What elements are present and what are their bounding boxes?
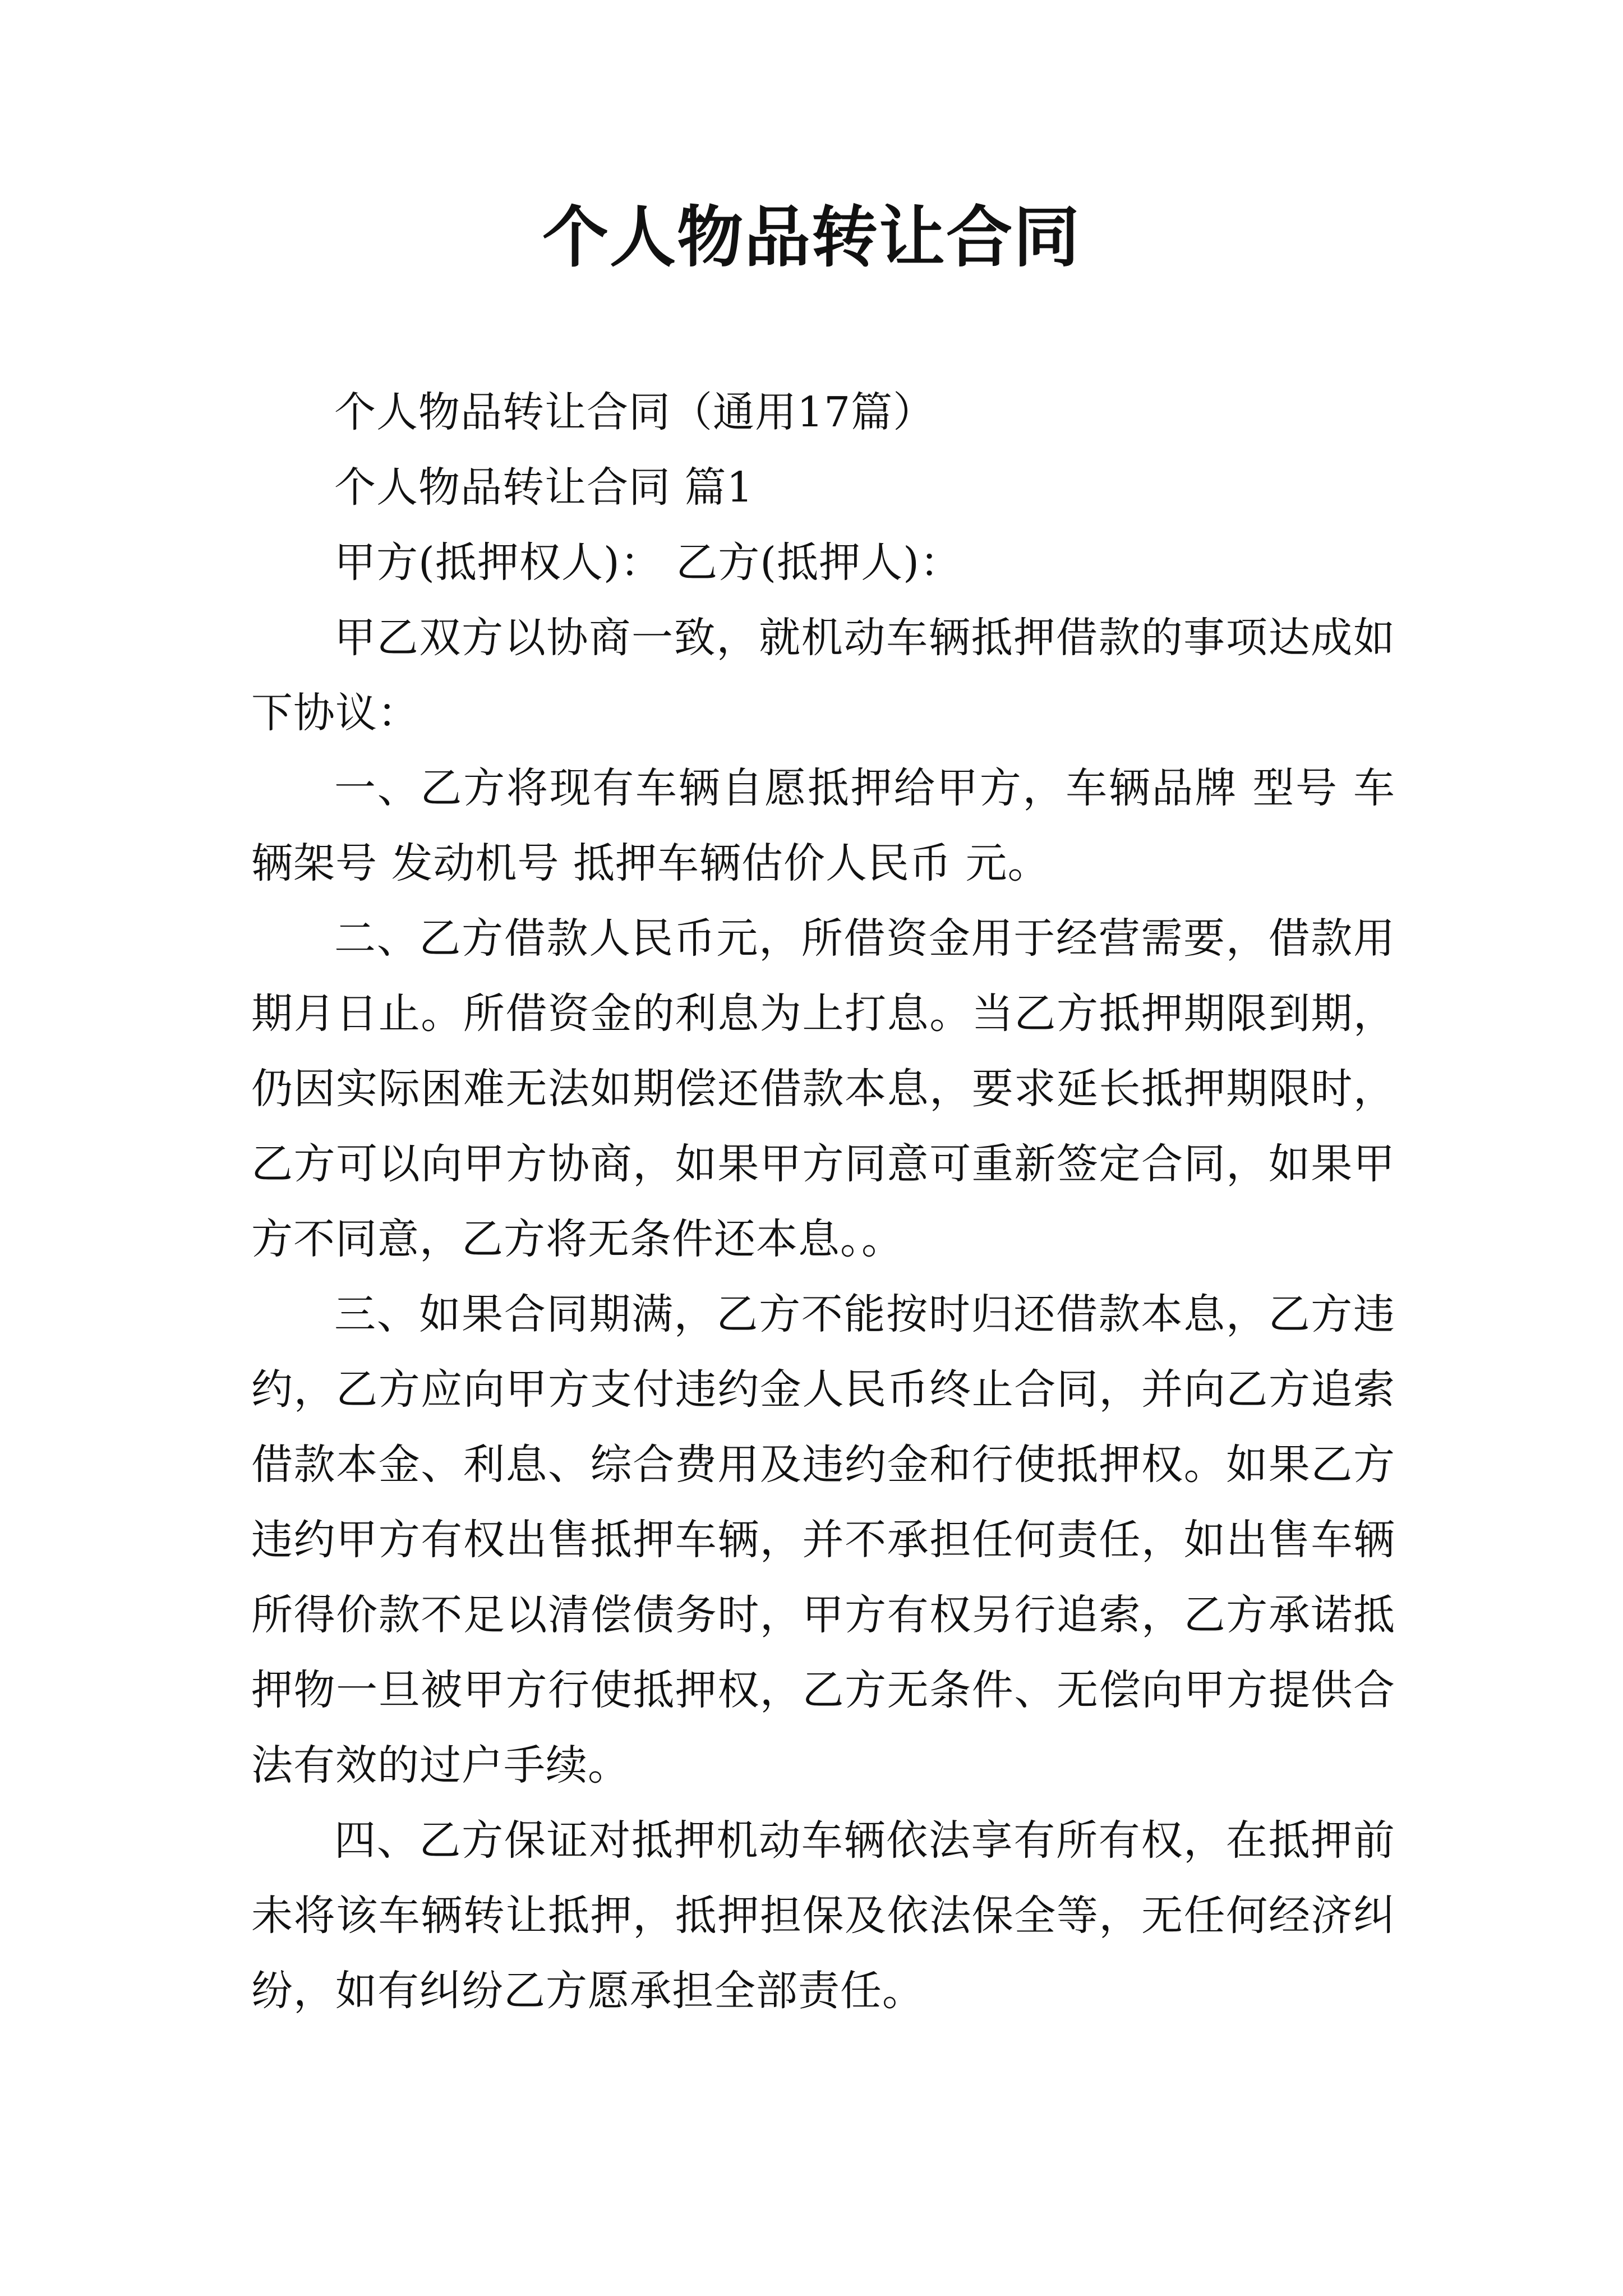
- intro-paragraph: 甲乙双方以协商一致，就机动车辆抵押借款的事项达成如下协议：: [251, 614, 1395, 737]
- clause-3: 三、如果合同期满，乙方不能按时归还借款本息，乙方违约，乙方应向甲方支付违约金人民币终止合同，并向乙方追索借款本金、利息、综合费用及违约金和行使抵押权。如果乙方违约甲方有权出售抵押车辆，并不承担任何责任，如出售车辆所得价款不足以清偿债务时，甲方有权另行追索，乙方承诺抵押物一旦被甲方行使抵押权，乙方无条件、无偿向甲方提供合法有效的过户手续。: [251, 1290, 1395, 1789]
- subtitle-line: 个人物品转让合同（通用17篇）: [334, 388, 935, 436]
- clause-1: 一、乙方将现有车辆自愿抵押给甲方，车辆品牌 型号 车辆架号 发动机号 抵押车辆估价人民币 元。: [251, 764, 1395, 887]
- document-title: 个人物品转让合同: [542, 198, 1081, 276]
- section-heading: 个人物品转让合同 篇1: [334, 463, 754, 512]
- document-body: [251, 375, 1395, 2028]
- parties-line: 甲方(抵押权人)： 乙方(抵押人)：: [334, 539, 962, 587]
- clause-2: 二、乙方借款人民币元，所借资金用于经营需要，借款用期月日止。所借资金的利息为上打息。当乙方抵押期限到期，仍因实际困难无法如期偿还借款本息，要求延长抵押期限时，乙方可以向甲方协商，如果甲方同意可重新签定合同，如果甲方不同意，乙方将无条件还本息。。: [251, 914, 1395, 1263]
- clause-4: 四、乙方保证对抵押机动车辆依法享有所有权，在抵押前未将该车辆转让抵押，抵押担保及依法保全等，无任何经济纠纷，如有纠纷乙方愿承担全部责任。: [251, 1816, 1395, 2015]
